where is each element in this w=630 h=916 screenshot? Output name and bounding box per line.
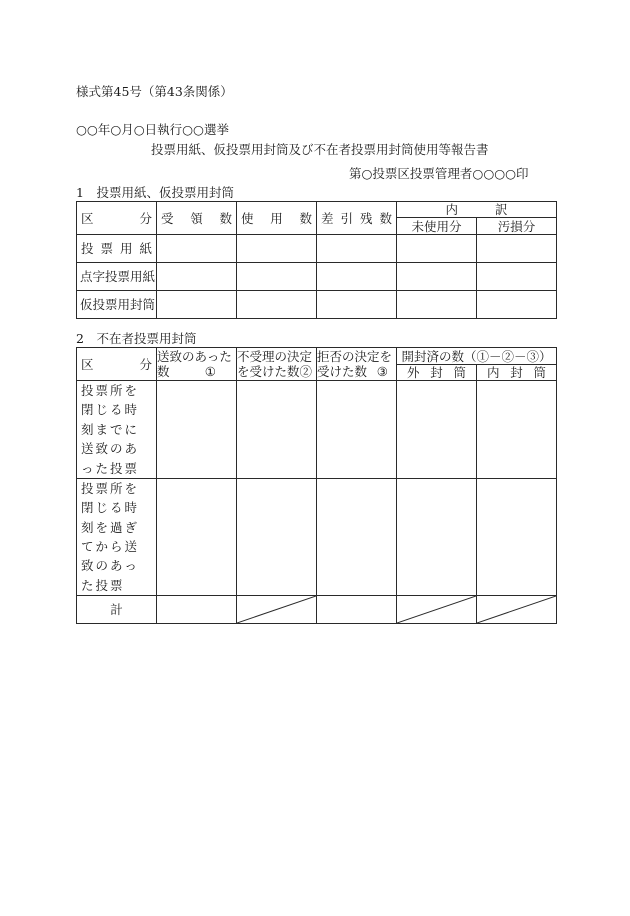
- cell-input[interactable]: [317, 596, 397, 624]
- row-label-total: 計: [77, 596, 157, 624]
- row-label-tohyo-yoshi: 投 票 用 紙: [77, 235, 157, 263]
- header-kyohi: 拒否の決定を 受けた数 ③: [317, 348, 397, 381]
- table-row: [77, 235, 557, 263]
- table-row: [77, 381, 557, 479]
- cell-diagonal-strike: [397, 596, 477, 624]
- row-label-karitohyo: 仮投票用封筒: [77, 291, 157, 319]
- header-fujuri: 不受理の決定 を受けた数②: [237, 348, 317, 381]
- cell-input[interactable]: [317, 235, 397, 263]
- cell-input[interactable]: [477, 478, 557, 595]
- row-label-after-close: 投票所を閉じる時刻を過ぎてから送致のあった投票: [77, 478, 157, 595]
- header-uchiwake: 内 訳: [397, 202, 557, 218]
- cell-input[interactable]: [157, 291, 237, 319]
- cell-input[interactable]: [397, 263, 477, 291]
- cell-input[interactable]: [237, 291, 317, 319]
- row-label-before-close: 投票所を閉じる時刻までに送致のあった投票: [77, 381, 157, 479]
- header-mishiyo: 未使用分: [397, 218, 477, 235]
- section1-heading: 1 投票用紙、仮投票用封筒: [76, 185, 234, 200]
- cell-input[interactable]: [157, 478, 237, 595]
- header-kaifu: 開封済の数（①－②－③）: [397, 348, 557, 365]
- header-gaifu: 外 封 筒: [397, 365, 477, 381]
- header-naifu: 内 封 筒: [477, 365, 557, 381]
- form-number: 様式第45号（第43条関係）: [76, 84, 233, 99]
- cell-input[interactable]: [237, 381, 317, 479]
- cell-input[interactable]: [317, 381, 397, 479]
- table-row: [77, 263, 557, 291]
- cell-input[interactable]: [477, 235, 557, 263]
- header-sochi: 送致のあった 数 ①: [157, 348, 237, 381]
- cell-input[interactable]: [237, 235, 317, 263]
- cell-input[interactable]: [157, 235, 237, 263]
- cell-input[interactable]: [157, 381, 237, 479]
- header-juryo: 受 領 数: [157, 202, 237, 235]
- cell-input[interactable]: [477, 291, 557, 319]
- cell-input[interactable]: [317, 478, 397, 595]
- cell-input[interactable]: [157, 263, 237, 291]
- cell-input[interactable]: [397, 235, 477, 263]
- table-row: [77, 478, 557, 595]
- cell-diagonal-strike: [237, 596, 317, 624]
- row-label-tenji: 点字投票用紙: [77, 263, 157, 291]
- cell-input[interactable]: [237, 263, 317, 291]
- cell-diagonal-strike: [477, 596, 557, 624]
- cell-input[interactable]: [477, 381, 557, 479]
- header-kubun: 区 分: [77, 202, 157, 235]
- section1-table: [76, 201, 557, 319]
- cell-input[interactable]: [157, 596, 237, 624]
- page-title: 投票用紙、仮投票用封筒及び不在者投票用封筒使用等報告書: [151, 142, 489, 157]
- election-line: ○○年○月○日執行○○選挙: [76, 122, 229, 137]
- cell-input[interactable]: [397, 478, 477, 595]
- section2-heading: 2 不在者投票用封筒: [76, 331, 197, 346]
- cell-input[interactable]: [477, 263, 557, 291]
- cell-input[interactable]: [397, 381, 477, 479]
- header-shiyo: 使 用 数: [237, 202, 317, 235]
- cell-input[interactable]: [237, 478, 317, 595]
- table-row: [77, 596, 557, 624]
- cell-input[interactable]: [397, 291, 477, 319]
- section2-table: [76, 347, 557, 624]
- cell-input[interactable]: [317, 263, 397, 291]
- reporter-line: 第○投票区投票管理者○○○○印: [349, 166, 529, 181]
- table-row: [77, 291, 557, 319]
- header-sashihiki: 差 引 残 数: [317, 202, 397, 235]
- header-osonbun: 汚損分: [477, 218, 557, 235]
- header-kubun: 区 分: [77, 348, 157, 381]
- cell-input[interactable]: [317, 291, 397, 319]
